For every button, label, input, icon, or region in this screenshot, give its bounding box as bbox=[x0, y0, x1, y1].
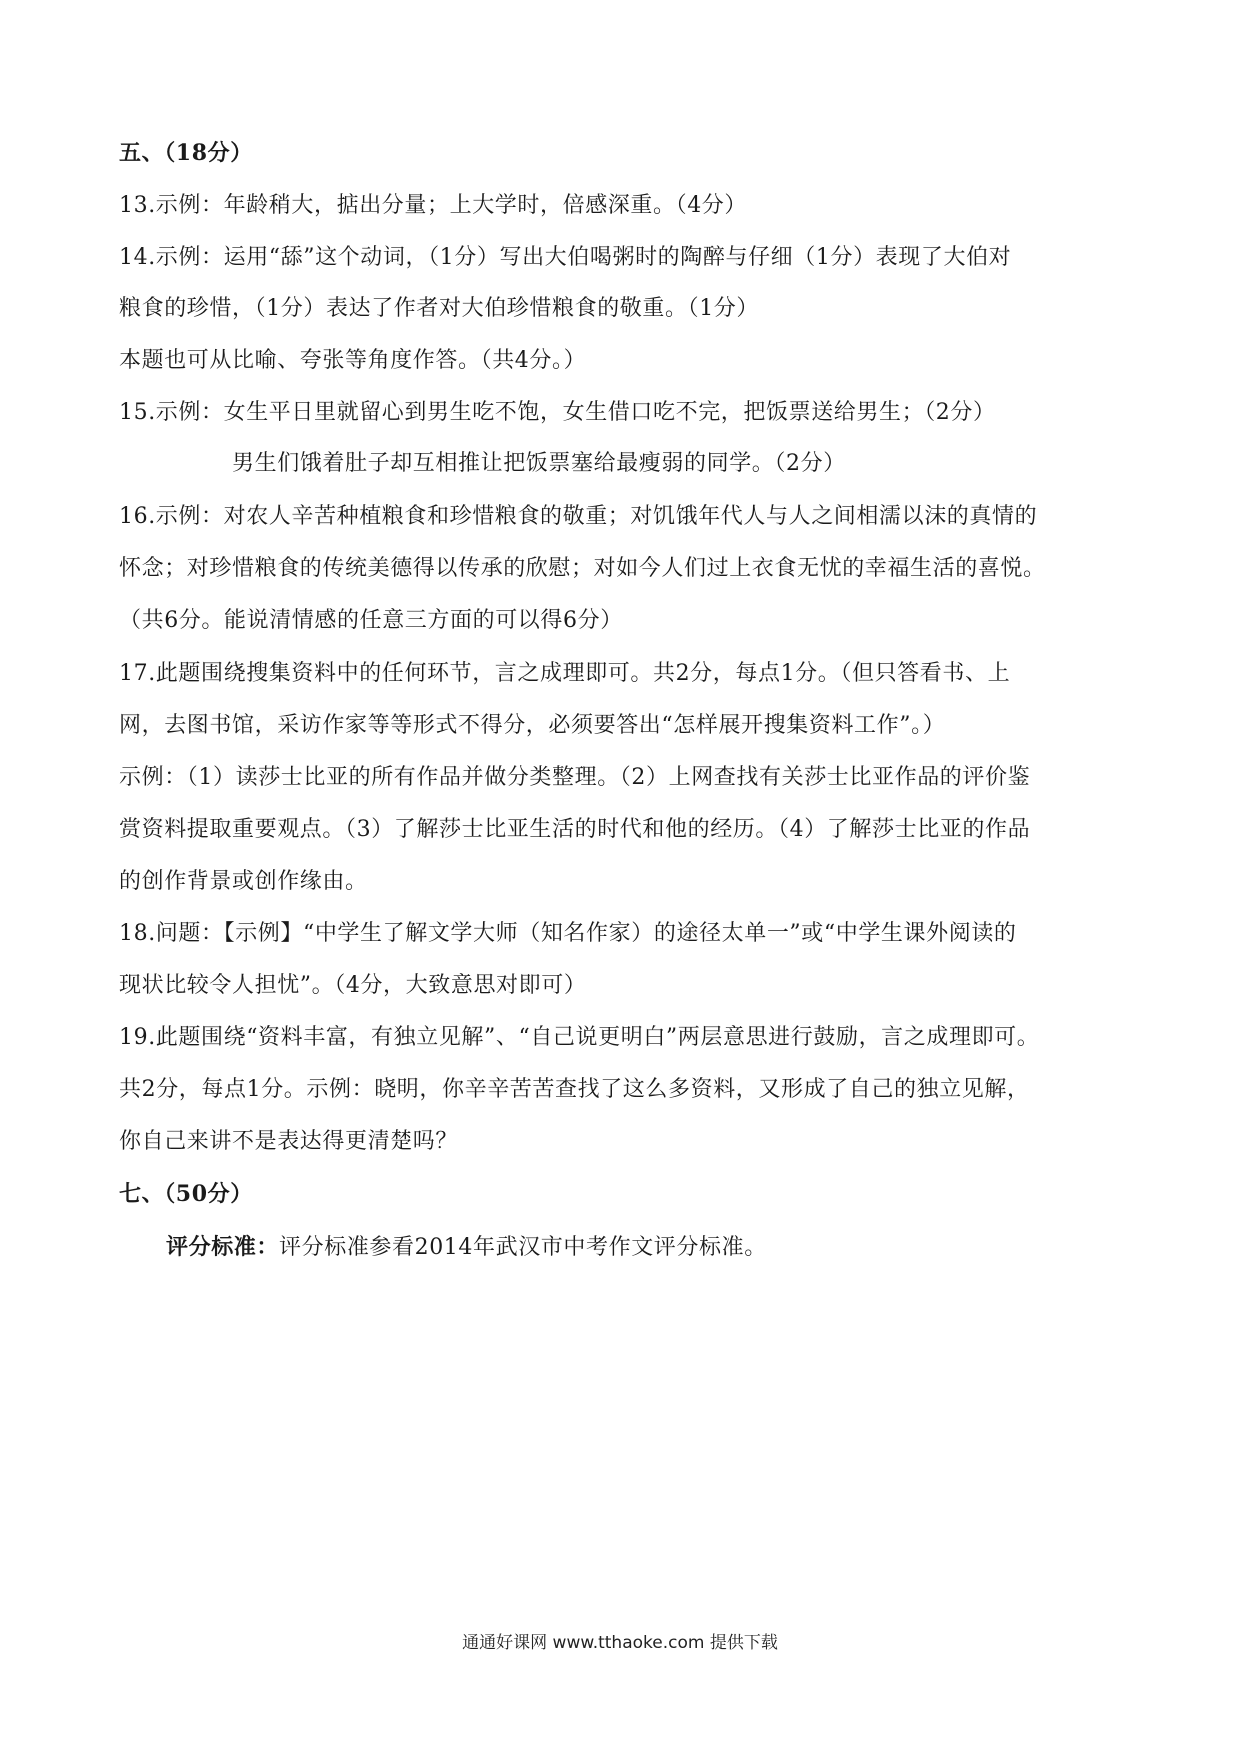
section-seven-criteria bbox=[166, 1232, 767, 1263]
answer-17-example-line1: 示例：（1）读莎士比亚的所有作品并做分类整理。（2）上网查找有关莎士比亚作品的评价鉴 bbox=[119, 765, 1031, 790]
answer-16-line3: （共6分。能说清情感的任意三方面的可以得6分） bbox=[119, 608, 623, 633]
answer-19-line1: 19.此题围绕“资料丰富，有独立见解”、“自己说更明白”两层意思进行鼓励，言之成理即可。 bbox=[119, 1025, 1040, 1050]
answer-16-line2: 怀念；对珍惜粮食的传统美德得以传承的欣慰；对如今人们过上衣食无忧的幸福生活的喜悦。 bbox=[119, 556, 1046, 581]
answer-14-line2: 粮食的珍惜，（1分）表达了作者对大伯珍惜粮食的敬重。（1分） bbox=[119, 296, 759, 321]
answer-18-line1: 18.问题：【示例】“中学生了解文学大师（知名作家）的途径太单一”或“中学生课外阅读的 bbox=[119, 921, 1017, 946]
answer-13: 13.示例：年龄稍大，掂出分量；上大学时，倍感深重。（4分） bbox=[119, 193, 747, 218]
answer-19-line2: 共2分，每点1分。示例：晓明，你辛辛苦苦查找了这么多资料，又形成了自己的独立见解， bbox=[119, 1077, 1030, 1102]
page-footer: 通通好课网 www.tthaoke.com 提供下载 bbox=[462, 1633, 778, 1653]
answer-17-example-line3: 的创作背景或创作缘由。 bbox=[119, 869, 368, 894]
answer-17-example-line2: 赏资料提取重要观点。（3）了解莎士比亚生活的时代和他的经历。（4）了解莎士比亚的作品 bbox=[119, 817, 1031, 842]
criteria-text: 评分标准参看2014年武汉市中考作文评分标准。 bbox=[279, 1235, 767, 1260]
section-seven-heading: 七、（50分） bbox=[119, 1181, 253, 1207]
answer-19-line3: 你自己来讲不是表达得更清楚吗？ bbox=[119, 1129, 459, 1154]
answer-17-line2: 网，去图书馆，采访作家等等形式不得分，必须要答出“怎样展开搜集资料工作”。） bbox=[119, 713, 946, 738]
answer-17-line1: 17.此题围绕搜集资料中的任何环节，言之成理即可。共2分，每点1分。（但只答看书、上 bbox=[119, 661, 1011, 686]
answer-16-line1: 16.示例：对农人辛苦种植粮食和珍惜粮食的敬重；对饥饿年代人与人之间相濡以沫的真情的 bbox=[119, 504, 1038, 529]
answer-15-line2: 男生们饿着肚子却互相推让把饭票塞给最瘦弱的同学。（2分） bbox=[232, 451, 846, 476]
answer-15-line1: 15.示例：女生平日里就留心到男生吃不饱，女生借口吃不完，把饭票送给男生；（2分） bbox=[119, 400, 996, 425]
criteria-label: 评分标准： bbox=[166, 1234, 280, 1260]
answer-18-line2: 现状比较令人担忧”。（4分，大致意思对即可） bbox=[119, 973, 587, 998]
section-five-heading: 五、（18分） bbox=[119, 140, 253, 166]
answer-14-note: 本题也可从比喻、夸张等角度作答。（共4分。） bbox=[119, 348, 587, 373]
answer-14-line1: 14.示例：运用“舔”这个动词，（1分）写出大伯喝粥时的陶醉与仔细（1分）表现了大伯对 bbox=[119, 245, 1012, 270]
